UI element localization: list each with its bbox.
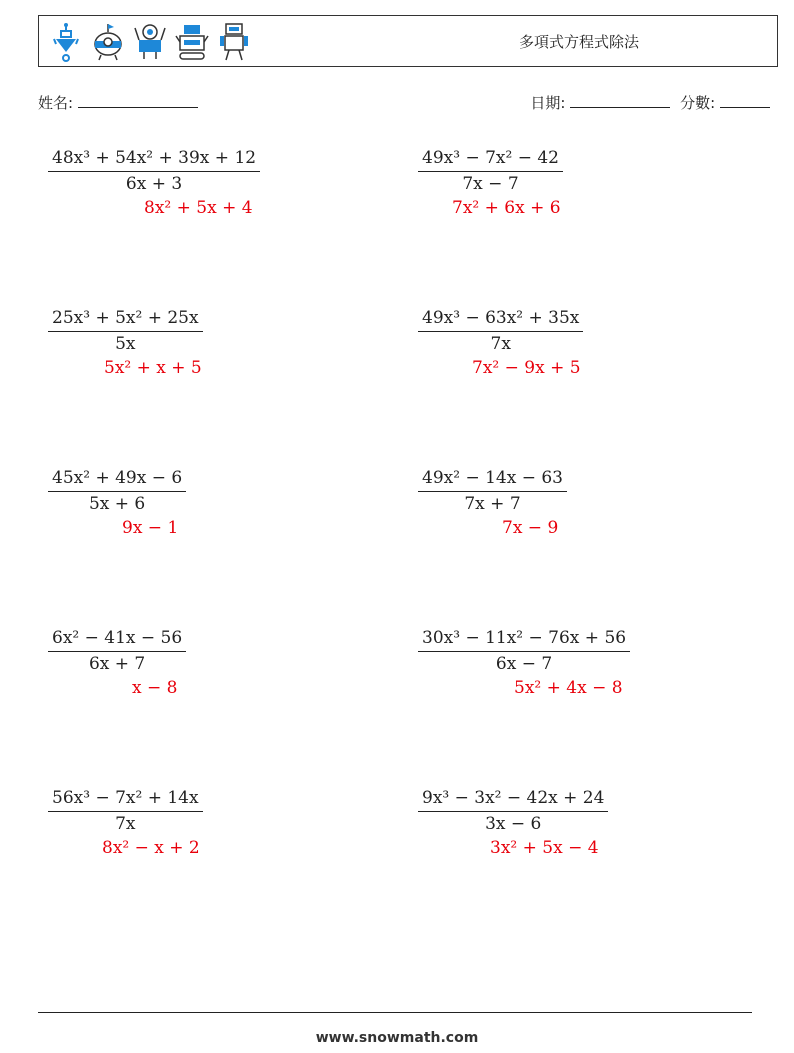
score-label: 分數: — [680, 94, 716, 112]
denominator: 5x + 6 — [88, 494, 146, 514]
problem-1 — [48, 148, 260, 218]
denominator: 6x + 7 — [88, 654, 146, 674]
numerator: 49x³ − 63x² + 35x — [418, 308, 583, 332]
answer: 8x² − x + 2 — [102, 838, 200, 858]
header-box — [38, 15, 778, 67]
name-blank[interactable] — [78, 93, 198, 108]
numerator: 45x² + 49x − 6 — [48, 468, 186, 492]
denominator: 7x + 7 — [464, 494, 521, 514]
footer-url[interactable]: www.snowmath.com — [315, 1030, 479, 1046]
answer: x − 8 — [132, 678, 178, 698]
answer: 5x² + x + 5 — [104, 358, 202, 378]
robot-icon-5 — [217, 22, 251, 62]
numerator: 56x³ − 7x² + 14x — [48, 788, 203, 812]
denominator: 6x + 3 — [125, 174, 183, 194]
name-label: 姓名: — [38, 94, 74, 112]
worksheet-title: 多項式方程式除法 — [519, 33, 640, 51]
score-blank[interactable] — [720, 93, 770, 108]
problem-9 — [48, 788, 203, 858]
answer: 7x − 9 — [502, 518, 559, 538]
problem-7 — [48, 628, 186, 698]
numerator: 25x³ + 5x² + 25x — [48, 308, 203, 332]
denominator: 3x − 6 — [485, 814, 542, 834]
date-blank[interactable] — [570, 93, 670, 108]
robot-icon-1 — [49, 22, 83, 62]
numerator: 9x³ − 3x² − 42x + 24 — [418, 788, 608, 812]
problem-8 — [418, 628, 630, 698]
problem-6 — [418, 468, 567, 538]
numerator: 49x³ − 7x² − 42 — [418, 148, 563, 172]
denominator: 7x — [115, 814, 136, 834]
denominator: 7x − 7 — [462, 174, 519, 194]
answer: 5x² + 4x − 8 — [514, 678, 623, 698]
date-score-fields — [530, 92, 770, 113]
denominator: 5x — [115, 334, 136, 354]
numerator: 6x² − 41x − 56 — [48, 628, 186, 652]
robot-icon-3 — [133, 22, 167, 62]
footer-divider — [38, 1012, 752, 1013]
denominator: 6x − 7 — [495, 654, 553, 674]
problem-5 — [48, 468, 186, 538]
answer: 7x² + 6x + 6 — [452, 198, 561, 218]
robot-icon-2 — [91, 22, 125, 62]
robot-icons — [49, 22, 251, 62]
problem-3 — [48, 308, 203, 378]
name-field — [38, 92, 198, 113]
robot-icon-4 — [175, 22, 209, 62]
problem-2 — [418, 148, 563, 218]
numerator: 30x³ − 11x² − 76x + 56 — [418, 628, 630, 652]
date-label: 日期: — [530, 94, 566, 112]
answer: 8x² + 5x + 4 — [144, 198, 253, 218]
answer: 3x² + 5x − 4 — [490, 838, 599, 858]
denominator: 7x — [490, 334, 511, 354]
problem-4 — [418, 308, 583, 378]
answer: 9x − 1 — [122, 518, 179, 538]
problem-10 — [418, 788, 608, 858]
numerator: 49x² − 14x − 63 — [418, 468, 567, 492]
answer: 7x² − 9x + 5 — [472, 358, 581, 378]
numerator: 48x³ + 54x² + 39x + 12 — [48, 148, 260, 172]
